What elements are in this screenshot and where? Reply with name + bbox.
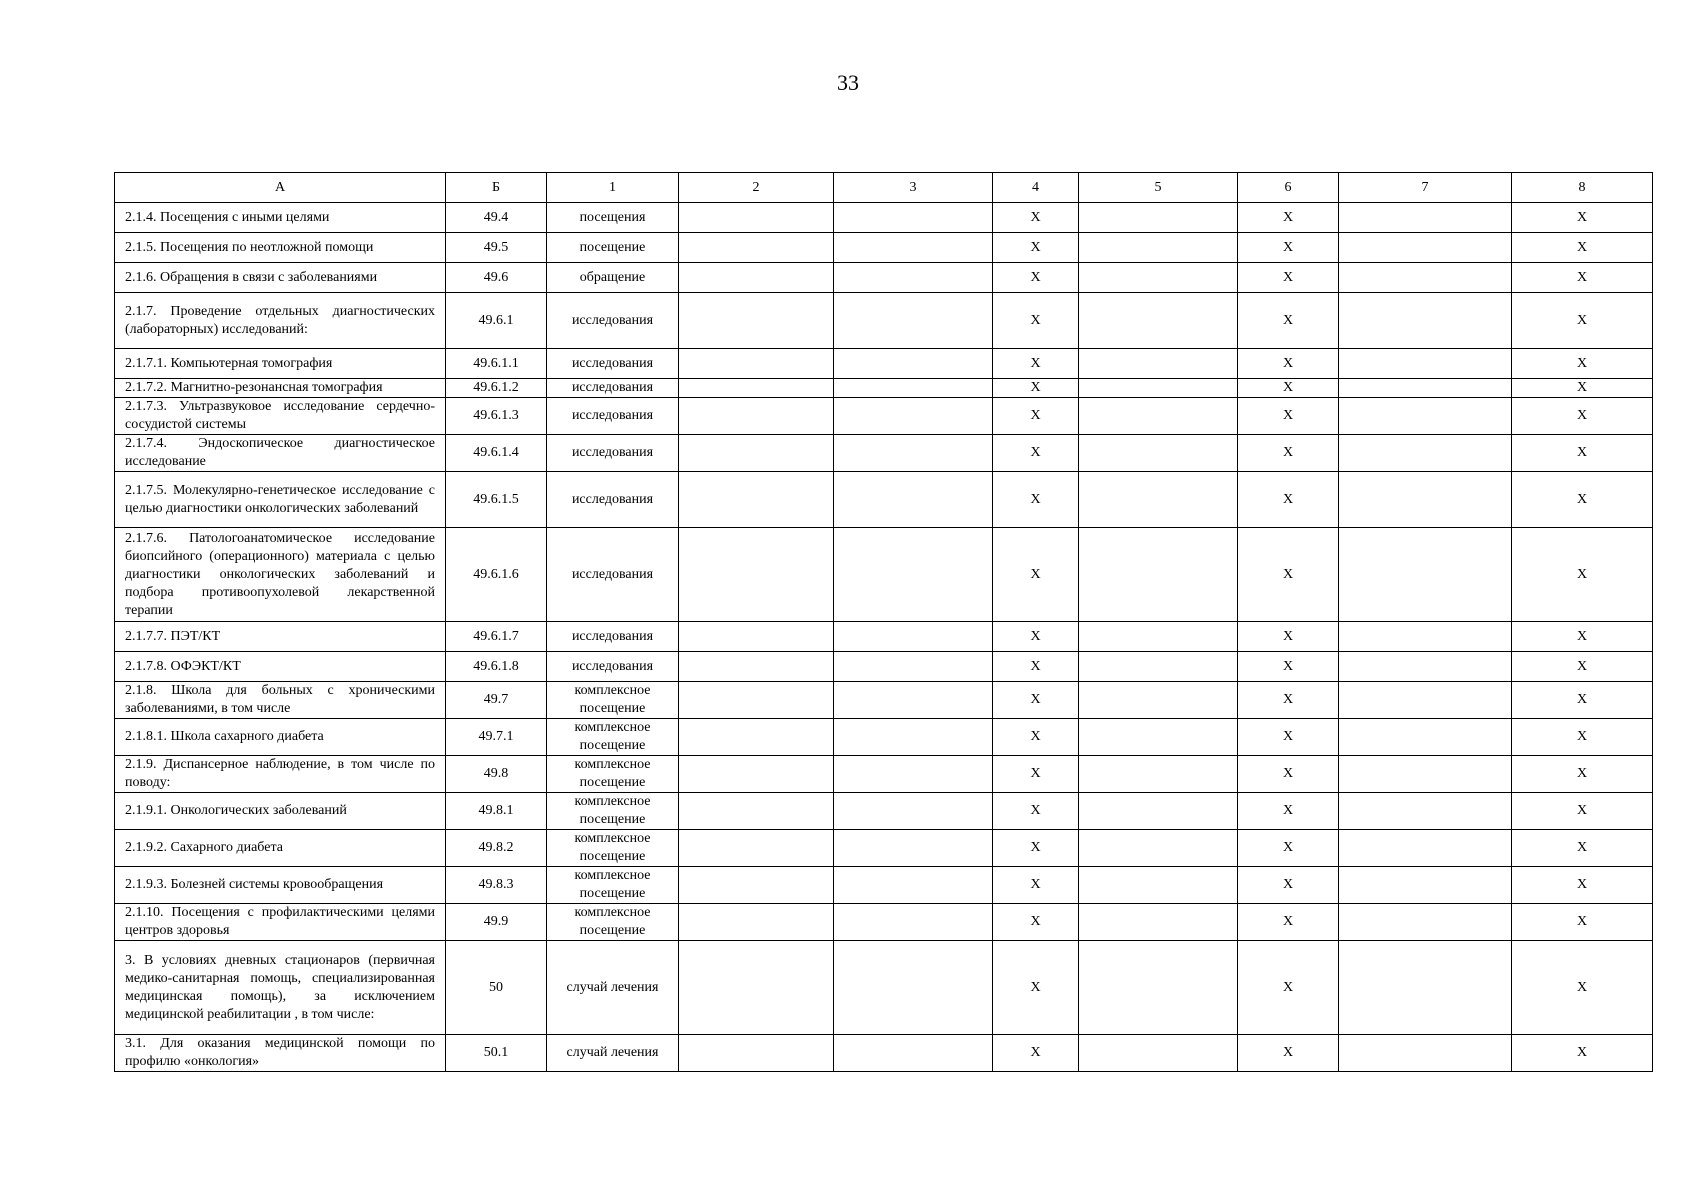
cell-col-3	[834, 904, 993, 941]
cell-col-7	[1339, 941, 1512, 1035]
cell-col-6: X	[1238, 867, 1339, 904]
row-code: 49.8.2	[446, 830, 547, 867]
cell-col-6: X	[1238, 233, 1339, 263]
cell-col-3	[834, 682, 993, 719]
cell-col-7	[1339, 1035, 1512, 1072]
cell-col-8: X	[1512, 435, 1653, 472]
cell-col-4: X	[993, 682, 1079, 719]
cell-col-7	[1339, 867, 1512, 904]
cell-col-4: X	[993, 622, 1079, 652]
cell-col-5	[1079, 203, 1238, 233]
cell-col-7	[1339, 435, 1512, 472]
row-unit: комплексное посещение	[547, 904, 679, 941]
cell-col-3	[834, 349, 993, 379]
cell-col-6: X	[1238, 349, 1339, 379]
row-name: 2.1.6. Обращения в связи с заболеваниями	[115, 263, 446, 293]
cell-col-8: X	[1512, 472, 1653, 528]
row-code: 50	[446, 941, 547, 1035]
cell-col-4: X	[993, 435, 1079, 472]
table-row	[115, 793, 1653, 830]
page-number: 33	[837, 70, 859, 95]
row-code: 49.6.1.3	[446, 398, 547, 435]
cell-col-3	[834, 472, 993, 528]
cell-col-7	[1339, 830, 1512, 867]
cell-col-5	[1079, 904, 1238, 941]
cell-col-5	[1079, 622, 1238, 652]
cell-col-4: X	[993, 233, 1079, 263]
col-header-8: 8	[1512, 173, 1653, 203]
cell-col-4: X	[993, 472, 1079, 528]
cell-col-3	[834, 203, 993, 233]
row-name: 2.1.10. Посещения с профилактическими целями центров здоровья	[115, 904, 446, 941]
table-row	[115, 528, 1653, 622]
table-row	[115, 379, 1653, 398]
row-unit: случай лечения	[547, 1035, 679, 1072]
cell-col-3	[834, 793, 993, 830]
cell-col-3	[834, 756, 993, 793]
row-code: 49.7	[446, 682, 547, 719]
row-code: 50.1	[446, 1035, 547, 1072]
cell-col-5	[1079, 756, 1238, 793]
row-unit: комплексное посещение	[547, 793, 679, 830]
cell-col-5	[1079, 263, 1238, 293]
cell-col-6: X	[1238, 293, 1339, 349]
table-row	[115, 263, 1653, 293]
cell-col-6: X	[1238, 682, 1339, 719]
row-name: 2.1.7.3. Ультразвуковое исследование сердечно-сосудистой системы	[115, 398, 446, 435]
header-row	[115, 173, 1653, 203]
table-row	[115, 472, 1653, 528]
cell-col-6: X	[1238, 830, 1339, 867]
col-header-1: 1	[547, 173, 679, 203]
row-name: 2.1.7.2. Магнитно-резонансная томография	[115, 379, 446, 398]
table-row	[115, 652, 1653, 682]
cell-col-3	[834, 867, 993, 904]
cell-col-8: X	[1512, 398, 1653, 435]
row-unit: обращение	[547, 263, 679, 293]
cell-col-3	[834, 941, 993, 1035]
cell-col-8: X	[1512, 293, 1653, 349]
cell-col-6: X	[1238, 941, 1339, 1035]
cell-col-3	[834, 233, 993, 263]
cell-col-2	[679, 528, 834, 622]
cell-col-5	[1079, 379, 1238, 398]
row-unit: комплексное посещение	[547, 867, 679, 904]
row-name: 2.1.7.6. Патологоанатомическое исследование биопсийного (операционного) материала с целью диагностики онкологических заболеваний и подбора противоопухолевой лекарственной терапии	[115, 528, 446, 622]
cell-col-4: X	[993, 398, 1079, 435]
cell-col-8: X	[1512, 793, 1653, 830]
cell-col-5	[1079, 682, 1238, 719]
cell-col-4: X	[993, 652, 1079, 682]
cell-col-8: X	[1512, 349, 1653, 379]
row-code: 49.6.1.6	[446, 528, 547, 622]
cell-col-4: X	[993, 830, 1079, 867]
row-name: 2.1.7.4. Эндоскопическое диагностическое исследование	[115, 435, 446, 472]
cell-col-7	[1339, 349, 1512, 379]
row-name: 2.1.5. Посещения по неотложной помощи	[115, 233, 446, 263]
row-unit: комплексное посещение	[547, 756, 679, 793]
cell-col-4: X	[993, 293, 1079, 349]
row-code: 49.8.1	[446, 793, 547, 830]
cell-col-6: X	[1238, 719, 1339, 756]
cell-col-7	[1339, 652, 1512, 682]
row-unit: комплексное посещение	[547, 682, 679, 719]
cell-col-8: X	[1512, 904, 1653, 941]
table-row	[115, 941, 1653, 1035]
cell-col-6: X	[1238, 379, 1339, 398]
row-name: 2.1.7.5. Молекулярно-генетическое исследование с целью диагностики онкологических заболеваний	[115, 472, 446, 528]
cell-col-4: X	[993, 528, 1079, 622]
col-header-3: 3	[834, 173, 993, 203]
cell-col-5	[1079, 398, 1238, 435]
row-code: 49.8	[446, 756, 547, 793]
cell-col-8: X	[1512, 682, 1653, 719]
row-name: 2.1.7.7. ПЭТ/КТ	[115, 622, 446, 652]
row-unit: исследования	[547, 398, 679, 435]
cell-col-3	[834, 719, 993, 756]
row-unit: комплексное посещение	[547, 719, 679, 756]
cell-col-5	[1079, 830, 1238, 867]
row-name: 2.1.8. Школа для больных с хроническими заболеваниями, в том числе	[115, 682, 446, 719]
cell-col-4: X	[993, 1035, 1079, 1072]
row-name: 2.1.4. Посещения с иными целями	[115, 203, 446, 233]
cell-col-7	[1339, 233, 1512, 263]
row-name: 2.1.9.1. Онкологических заболеваний	[115, 793, 446, 830]
cell-col-3	[834, 435, 993, 472]
cell-col-7	[1339, 622, 1512, 652]
cell-col-7	[1339, 203, 1512, 233]
row-code: 49.4	[446, 203, 547, 233]
cell-col-8: X	[1512, 719, 1653, 756]
cell-col-2	[679, 379, 834, 398]
cell-col-2	[679, 472, 834, 528]
row-unit: посещение	[547, 233, 679, 263]
cell-col-6: X	[1238, 528, 1339, 622]
cell-col-4: X	[993, 203, 1079, 233]
cell-col-3	[834, 622, 993, 652]
row-code: 49.5	[446, 233, 547, 263]
col-header-5: 5	[1079, 173, 1238, 203]
row-unit: исследования	[547, 652, 679, 682]
cell-col-7	[1339, 682, 1512, 719]
cell-col-5	[1079, 793, 1238, 830]
cell-col-2	[679, 652, 834, 682]
data-table	[114, 172, 1653, 1072]
cell-col-8: X	[1512, 233, 1653, 263]
cell-col-3	[834, 379, 993, 398]
table-row	[115, 904, 1653, 941]
cell-col-2	[679, 263, 834, 293]
cell-col-4: X	[993, 263, 1079, 293]
table-row	[115, 622, 1653, 652]
row-code: 49.6.1.7	[446, 622, 547, 652]
cell-col-8: X	[1512, 379, 1653, 398]
col-header-b: Б	[446, 173, 547, 203]
row-unit: случай лечения	[547, 941, 679, 1035]
cell-col-5	[1079, 652, 1238, 682]
cell-col-5	[1079, 293, 1238, 349]
cell-col-7	[1339, 472, 1512, 528]
cell-col-3	[834, 293, 993, 349]
table-row	[115, 293, 1653, 349]
cell-col-8: X	[1512, 1035, 1653, 1072]
row-unit: исследования	[547, 435, 679, 472]
cell-col-2	[679, 622, 834, 652]
cell-col-4: X	[993, 793, 1079, 830]
cell-col-8: X	[1512, 263, 1653, 293]
cell-col-3	[834, 528, 993, 622]
cell-col-6: X	[1238, 652, 1339, 682]
row-name: 2.1.9. Диспансерное наблюдение, в том числе по поводу:	[115, 756, 446, 793]
table-row	[115, 1035, 1653, 1072]
row-unit: исследования	[547, 528, 679, 622]
cell-col-8: X	[1512, 528, 1653, 622]
table-row	[115, 233, 1653, 263]
row-unit: исследования	[547, 293, 679, 349]
table-row	[115, 435, 1653, 472]
row-code: 49.6	[446, 263, 547, 293]
cell-col-5	[1079, 528, 1238, 622]
row-code: 49.6.1.4	[446, 435, 547, 472]
row-unit: посещения	[547, 203, 679, 233]
cell-col-2	[679, 682, 834, 719]
cell-col-4: X	[993, 904, 1079, 941]
cell-col-5	[1079, 1035, 1238, 1072]
row-unit: исследования	[547, 379, 679, 398]
cell-col-7	[1339, 263, 1512, 293]
cell-col-4: X	[993, 349, 1079, 379]
cell-col-2	[679, 1035, 834, 1072]
cell-col-8: X	[1512, 203, 1653, 233]
cell-col-7	[1339, 379, 1512, 398]
cell-col-4: X	[993, 756, 1079, 793]
col-header-4: 4	[993, 173, 1079, 203]
row-name: 2.1.7.1. Компьютерная томография	[115, 349, 446, 379]
cell-col-2	[679, 830, 834, 867]
row-unit: комплексное посещение	[547, 830, 679, 867]
cell-col-2	[679, 349, 834, 379]
cell-col-3	[834, 398, 993, 435]
cell-col-5	[1079, 719, 1238, 756]
cell-col-8: X	[1512, 867, 1653, 904]
table-row	[115, 867, 1653, 904]
cell-col-5	[1079, 349, 1238, 379]
cell-col-3	[834, 830, 993, 867]
cell-col-7	[1339, 719, 1512, 756]
row-name: 3. В условиях дневных стационаров (первичная медико-санитарная помощь, специализированная медицинская помощь), за исключением медицинской реабилитации , в том числе:	[115, 941, 446, 1035]
cell-col-7	[1339, 904, 1512, 941]
cell-col-6: X	[1238, 435, 1339, 472]
cell-col-5	[1079, 435, 1238, 472]
table-row	[115, 398, 1653, 435]
cell-col-3	[834, 1035, 993, 1072]
cell-col-5	[1079, 867, 1238, 904]
row-name: 3.1. Для оказания медицинской помощи по профилю «онкология»	[115, 1035, 446, 1072]
cell-col-6: X	[1238, 1035, 1339, 1072]
cell-col-6: X	[1238, 398, 1339, 435]
cell-col-7	[1339, 398, 1512, 435]
cell-col-6: X	[1238, 472, 1339, 528]
cell-col-8: X	[1512, 622, 1653, 652]
row-code: 49.6.1.2	[446, 379, 547, 398]
cell-col-6: X	[1238, 904, 1339, 941]
cell-col-2	[679, 293, 834, 349]
cell-col-6: X	[1238, 203, 1339, 233]
row-code: 49.6.1	[446, 293, 547, 349]
table-row	[115, 682, 1653, 719]
cell-col-2	[679, 435, 834, 472]
cell-col-3	[834, 652, 993, 682]
cell-col-8: X	[1512, 830, 1653, 867]
cell-col-2	[679, 793, 834, 830]
row-code: 49.6.1.5	[446, 472, 547, 528]
col-header-a: А	[115, 173, 446, 203]
row-code: 49.8.3	[446, 867, 547, 904]
cell-col-7	[1339, 528, 1512, 622]
cell-col-2	[679, 904, 834, 941]
cell-col-4: X	[993, 719, 1079, 756]
cell-col-2	[679, 398, 834, 435]
table-row	[115, 756, 1653, 793]
cell-col-2	[679, 867, 834, 904]
row-code: 49.9	[446, 904, 547, 941]
cell-col-3	[834, 263, 993, 293]
row-code: 49.7.1	[446, 719, 547, 756]
cell-col-5	[1079, 233, 1238, 263]
table-row	[115, 719, 1653, 756]
cell-col-4: X	[993, 867, 1079, 904]
row-name: 2.1.9.2. Сахарного диабета	[115, 830, 446, 867]
row-name: 2.1.9.3. Болезней системы кровообращения	[115, 867, 446, 904]
row-code: 49.6.1.1	[446, 349, 547, 379]
table-row	[115, 203, 1653, 233]
cell-col-2	[679, 941, 834, 1035]
row-unit: исследования	[547, 472, 679, 528]
cell-col-8: X	[1512, 652, 1653, 682]
cell-col-6: X	[1238, 793, 1339, 830]
cell-col-7	[1339, 793, 1512, 830]
cell-col-2	[679, 719, 834, 756]
table-row	[115, 830, 1653, 867]
table-row	[115, 349, 1653, 379]
cell-col-4: X	[993, 941, 1079, 1035]
cell-col-2	[679, 756, 834, 793]
cell-col-4: X	[993, 379, 1079, 398]
cell-col-6: X	[1238, 263, 1339, 293]
cell-col-8: X	[1512, 756, 1653, 793]
cell-col-2	[679, 233, 834, 263]
cell-col-8: X	[1512, 941, 1653, 1035]
cell-col-7	[1339, 293, 1512, 349]
row-name: 2.1.7.8. ОФЭКТ/КТ	[115, 652, 446, 682]
row-code: 49.6.1.8	[446, 652, 547, 682]
col-header-2: 2	[679, 173, 834, 203]
cell-col-7	[1339, 756, 1512, 793]
cell-col-2	[679, 203, 834, 233]
cell-col-5	[1079, 472, 1238, 528]
col-header-6: 6	[1238, 173, 1339, 203]
row-name: 2.1.8.1. Школа сахарного диабета	[115, 719, 446, 756]
row-name: 2.1.7. Проведение отдельных диагностических (лабораторных) исследований:	[115, 293, 446, 349]
cell-col-6: X	[1238, 622, 1339, 652]
cell-col-6: X	[1238, 756, 1339, 793]
row-unit: исследования	[547, 349, 679, 379]
row-unit: исследования	[547, 622, 679, 652]
cell-col-5	[1079, 941, 1238, 1035]
col-header-7: 7	[1339, 173, 1512, 203]
